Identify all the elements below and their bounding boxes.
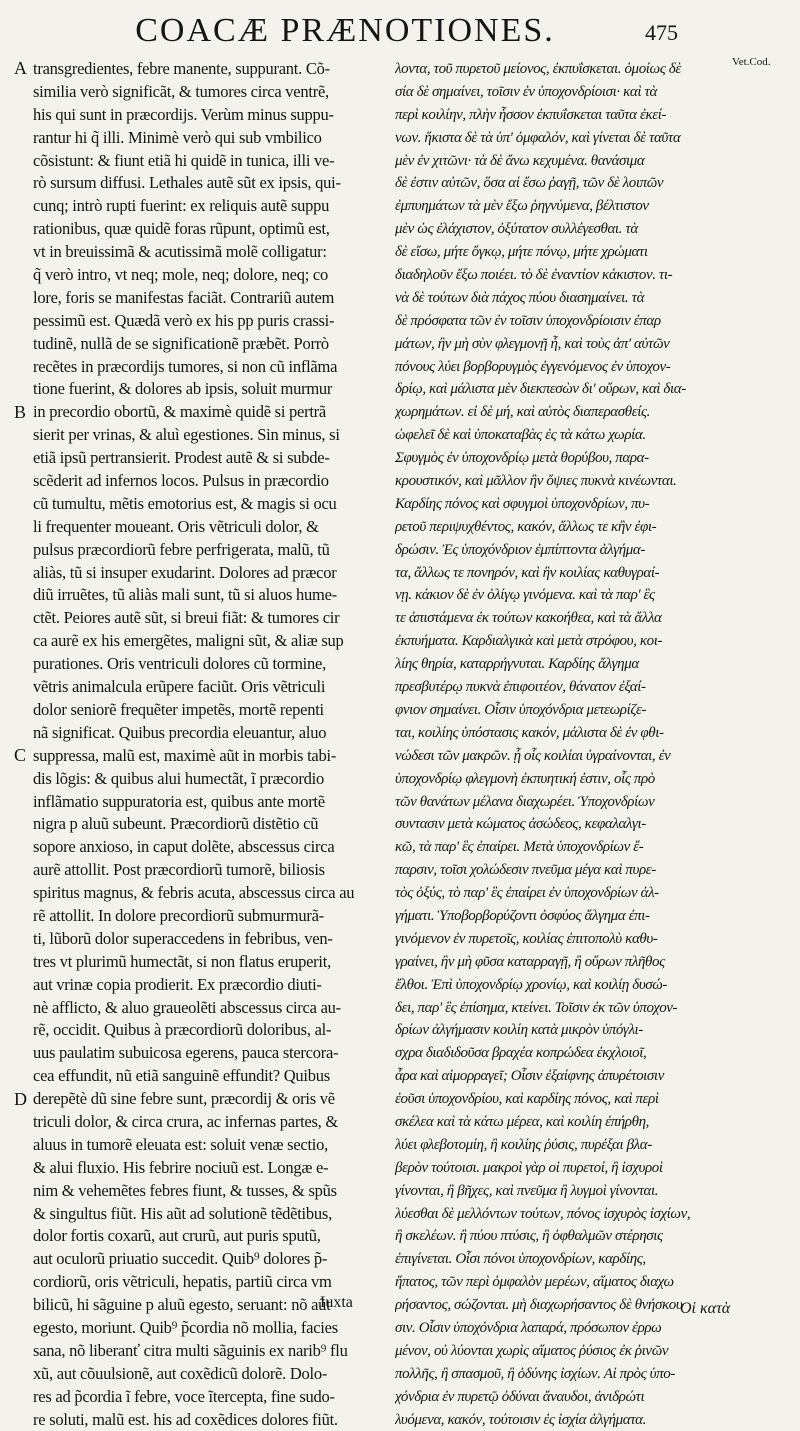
greek-text-line: διαδηλοῦν ἔξω ποιέει. τὸ δὲ ἐναντίον κάκιστον. τι-	[395, 267, 673, 284]
greek-text-line: μένον, οὐ λύονται χωρὶς αἵματος ῥύσιος ἐκ ῥινῶν	[395, 1342, 669, 1359]
latin-text-line: cordiorũ, oris vẽtriculi, hepatis, partiũ circa vm	[33, 1272, 332, 1292]
latin-text-line: purationes. Oris ventriculi dolores cũ tormine,	[33, 654, 326, 674]
greek-text-line: πόνους λύει βορβορυγμὸς ἐγγενόμενος ἐν ὑποχον-	[395, 358, 671, 375]
greek-text-line: λύει φλεβοτομίη, ἢ κοιλίης ῥύσις, πυρέξαι βλα-	[395, 1136, 652, 1153]
greek-text-line: λοντα, τοῦ πυρετοῦ μείονος, ἐκπυΐσκεται. ὁμοίως δὲ	[395, 61, 681, 77]
page-title: COACÆ PRÆNOTIONES.	[135, 12, 555, 49]
greek-text-line: χόνδρια ἐν πυρετῷ ὀδύναι ἄναυδοι, ἀνιδρώτι	[395, 1388, 645, 1405]
greek-text-line: ἆρα καὶ αἱμορραγεῖ; Οἷσιν ἐξαίφνης ἀπυρέτοισιν	[395, 1068, 664, 1085]
greek-text-line: νων. ἥκιστα δὲ τὰ ὑπ' ὀμφαλόν, καὶ γίνεται δὲ ταῦτα	[395, 129, 681, 146]
latin-text-line: nigra p aluũ subeunt. Præcordiorũ distẽtio cũ	[33, 814, 319, 834]
greek-text-line: ται, κοιλίης ὑπόστασις κακόν, μάλιστα δὲ ἐν φθι-	[395, 724, 664, 741]
greek-text-line: ρήσαντος, σώζονται. μὴ διαχωρήσαντος δὲ θνήσκου	[395, 1297, 683, 1314]
latin-text-line: q̃ verò intro, vt neq; mole, neq; dolore, neq; co	[33, 265, 329, 285]
greek-text-line: μὲν ὡς ἐλάχιστον, ὀξύτατον συλλέγεσθαι. τὰ	[395, 221, 638, 238]
greek-text-line: ἔλθοι. Ἐπὶ ὑποχονδρίῳ χρονίῳ, καὶ κοιλίῃ δυσώ-	[395, 976, 667, 993]
latin-column	[33, 58, 383, 1431]
greek-text-line: ἐμπυημάτων τὰ μὲν ἔξω ῥηγνύμενα, βέλτιστον	[395, 198, 649, 215]
catchword-latin: Iuxta	[320, 1294, 353, 1311]
section-letter-d: D	[14, 1089, 27, 1109]
greek-text-line: μάτων, ἢν μὴ σὺν φλεγμονῇ ἦ, καὶ τοὺς ἀπ' αὐτῶν	[395, 335, 670, 352]
latin-text-line: ti, lũborũ dolor superaccedens in febribus, ven-	[33, 928, 333, 948]
greek-text-line: σχρα διαδιδοῦσα βραχέα κοπρώδεα ἐκχλοιοῖ,	[395, 1045, 647, 1062]
greek-text-line: νώδεσι τῶν μακρῶν. ᾗ οἷς κοιλίαι ὑγραίνονται, ἐν	[395, 747, 671, 764]
latin-text-line: cõsistunt: & fiunt etiã hi quidẽ in tunica, illi ve-	[33, 150, 335, 170]
greek-text-line: ἢ σκελέων. ἢ πύου πτύσις, ἢ ὀφθαλμῶν στέρησις	[395, 1228, 663, 1245]
greek-text-line: κῶ, τὰ παρ' ἓς ἐπαίρει. Μετὰ ὑποχονδρίων ἔ-	[395, 839, 644, 856]
latin-text-line: & alui fluxio. His febrire nociuũ est. Longæ e-	[33, 1157, 329, 1177]
latin-text-line: sierit per vrinas, & aluì egestiones. Sin minus, si	[33, 425, 340, 445]
greek-text-line: ἥπατος, τῶν περὶ ὀμφαλὸν μερέων, αἵματος διαχω	[395, 1274, 674, 1291]
latin-text-line: cũ tumultu, mẽtis emotorius est, & magis si ocu	[33, 493, 337, 513]
latin-text-line: rẽ, occidit. Quibus à præcordiorũ doloribus, al-	[33, 1020, 332, 1040]
greek-text-line: βερὸν τούτοισι. μακροὶ γὰρ οἱ πυρετοί, ἢ ἰσχυροὶ	[395, 1159, 663, 1176]
greek-text-line: σία δὲ σημαίνει, τοῖσιν ἐν ὑποχονδρίοισι· καὶ τὰ	[395, 83, 657, 100]
latin-text-line: tudinẽ, nullã de se significationẽ præbẽt. Porrò	[33, 333, 329, 353]
latin-text-line: tione fuerint, & dolores ab ipsis, soluit murmur	[33, 379, 333, 399]
latin-text-line: rantur hi q̃ illi. Minimè verò qui sub vmbilico	[33, 127, 322, 147]
greek-text-line: συντασιν μετὰ κώματος ἀσώδεος, κεφαλαλγι-	[395, 816, 646, 833]
latin-text-line: spiritus magnus, & febris acuta, abscessus circa au	[33, 883, 355, 903]
latin-text-line: pulsus præcordiorũ febre perfrigerata, malũ, tũ	[33, 539, 330, 559]
greek-text-line: δρώσιν. Ἐς ὑποχόνδριον ἐμπίπτοντα ἀλγήμα-	[395, 541, 645, 558]
latin-text-line: dolor fortis coxarũ, aut crurũ, aut puris sputũ,	[33, 1226, 321, 1246]
greek-text-line: μὲν ἐν χιτῶνι· τὰ δὲ ἄνω κεχυμένα. θανάσιμα	[395, 152, 645, 169]
greek-text-line: ὠφελεῖ δὲ καὶ ὑποκαταβὰς ἐς τὰ κάτω χωρία.	[395, 427, 646, 444]
latin-text-line: rò sursum diffusi. Lethales autẽ sũt ex ipsis, qui-	[33, 173, 341, 193]
latin-text-line: egesto, moriunt. Quib⁹ p̃cordia nõ mollia, facies	[33, 1317, 338, 1337]
latin-text-line: res ad p̃cordia ĩ febre, voce ĩtercepta, fine sudo-	[33, 1386, 335, 1406]
greek-text-line: σιν. Οἷσιν ὑποχόνδρια λαπαρά, πρόσωπον ἐρρω	[395, 1319, 662, 1336]
latin-text-line: rationibus, quæ quidẽ foras rũpunt, optimũ est,	[33, 219, 330, 239]
latin-text-line: rẽ attollit. In dolore precordiorũ submurmurã-	[33, 905, 324, 925]
greek-text-line: περὶ κοιλίην, πλὴν ἧσσον ἐκπυΐσκεται ταῦτα ἐκεί-	[395, 106, 667, 123]
greek-text-line: λίης θηρία, καταρρήγνυται. Καρδίης ἄλγημα	[395, 656, 639, 673]
greek-text-line: νῃ. κάκιον δὲ ἐν ὀλίγῳ γινόμενα. καὶ τὰ παρ' ἓς	[395, 587, 655, 604]
latin-text-line: re soluti, malũ est. his ad coxẽdices dolores fiũt.	[33, 1409, 338, 1429]
page-number: 475	[645, 20, 678, 45]
latin-text-line: sana, nõ liberanť citra multi sãguinis ex narib⁹ flu	[33, 1340, 348, 1360]
greek-text-line: δρίων ἀλγήμασιν κοιλίη κατὰ μικρὸν ὑπόγλι-	[395, 1022, 643, 1039]
margin-note: Vet.Cod.	[732, 56, 771, 68]
latin-text-line: nã significat. Quibus precordia eleuantur, aluo	[33, 722, 327, 742]
greek-text-line: Σφυγμὸς ἐν ὑποχονδρίῳ μετὰ θορύβου, παρα-	[395, 450, 649, 467]
latin-text-line: nè afflicto, & aluo graueolẽti abscessus circa au-	[33, 997, 341, 1017]
greek-text-line: γραίνει, ἢν μὴ φῦσα καταρραγῇ, ἢ οὔρων πλῆθος	[395, 953, 665, 970]
greek-text-line: κρουστικόν, καὶ μᾶλλον ἢν ὄψιες πυκνὰ κινέωνται.	[395, 473, 677, 490]
greek-text-line: ἐκπυήματα. Καρδιαλγικὰ καὶ μετὰ στρόφου, κοι-	[395, 633, 663, 650]
latin-text-line: dolor seniorẽ frequẽter impetẽs, mortẽ repenti	[33, 699, 324, 719]
catchword-greek: Οἱ κατὰ	[680, 1300, 731, 1317]
section-letter-b: B	[14, 402, 27, 422]
latin-text-line: his qui sunt in præcordijs. Verùm minus suppu-	[33, 104, 334, 124]
latin-text-line: vt in breuissimã & acutissimã molẽ colligatur:	[33, 242, 327, 262]
greek-text-line: γινόμενον ἐν πυρετοῖς, κοιλίας ἐπιτοπολὺ καθυ-	[395, 930, 658, 947]
latin-text-line: diũ irruẽtes, tũ aliàs mali sunt, tũ si aluos hume-	[33, 585, 337, 605]
latin-text-line: aluus in tumorẽ eleuata est: soluit venæ sectio,	[33, 1134, 329, 1154]
latin-text-line: recẽtes in præcordijs tumores, si non cũ inflãma	[33, 356, 338, 376]
latin-text-line: inflãmatio suppuratoria est, quibus ante mortẽ	[33, 791, 325, 811]
latin-text-line: similia verò significãt, & tumores circa ventrẽ,	[33, 81, 329, 101]
latin-text-line: triculi dolor, & circa crura, ac infernas partes, &	[33, 1111, 338, 1131]
greek-text-line: τα, ἄλλως τε πονηρόν, καὶ ἢν κοιλίας καθυγραί-	[395, 564, 660, 581]
greek-text-line: δει, παρ' ἓς ἐπίσημα, κτείνει. Τοῖσιν ἐκ τῶν ὑποχον-	[395, 999, 678, 1016]
greek-text-line: γήματι. Ὑποβορβορύζοντι ὀσφύος ἄλγημα ἐπι-	[395, 907, 650, 924]
greek-text-line: δρίῳ, καὶ μάλιστα μὲν διεκπεσὼν δι' οὔρων, καὶ δια-	[395, 381, 686, 398]
greek-column	[395, 58, 733, 1431]
latin-text-line: li frequenter moueant. Oris vẽtriculi dolor, &	[33, 516, 319, 536]
greek-text-line: φνιον σημαίνει. Οἷσιν ὑποχόνδρια μετεωρίζε-	[395, 701, 647, 718]
greek-text-line: πολλῆς, ἢ σπασμοῦ, ἢ ὀδύνης ἰσχίων. Αἱ πρὸς ὑπο-	[395, 1365, 675, 1382]
latin-text-line: suppressa, malũ est, maximè aũt in morbis tabi-	[33, 745, 337, 765]
greek-text-line: δὲ εἴσω, μήτε ὄγκῳ, μήτε πόνῳ, μήτε χρώματι	[395, 244, 648, 261]
greek-text-line: Καρδίης πόνος καὶ σφυγμοὶ ὑποχονδρίων, πυ-	[395, 495, 650, 512]
latin-text-line: aliàs, tũ si insuper exudarint. Dolores ad præcor	[33, 562, 337, 582]
greek-text-line: νὰ δὲ τούτων διὰ πάχος πύου διασημαίνει. τὰ	[395, 289, 645, 306]
greek-text-line: ρετοῦ περιψυχθέντος, κακόν, ἄλλως τε κἢν ἐφι-	[395, 518, 657, 535]
latin-text-line: bilicũ, hi sãguine p aluũ egesto, seruant: nõ aũt	[33, 1295, 331, 1315]
latin-text-line: uus paulatim subuicosa egerens, pauca stercora-	[33, 1043, 339, 1063]
greek-text-line: τε ἀπιστάμενα ἐκ τούτων κακοήθεα, καὶ τὰ ἄλλα	[395, 610, 662, 627]
latin-text-line: ca aurẽ ex his emergẽtes, maligni sũt, & aliæ sup	[33, 631, 344, 651]
latin-text-line: ctẽt. Peiores autẽ sũt, si breui fiãt: & tumores cir	[33, 608, 340, 628]
greek-text-line: παρσιν, τοῖσι χολώδεσιν πνεῦμα μέγα καὶ πυρε-	[395, 862, 656, 879]
greek-text-line: γίνονται, ἢ βῆχες, καὶ πνεῦμα ἢ λυγμοὶ γίνονται.	[395, 1182, 659, 1199]
running-head	[0, 6, 800, 68]
greek-text-line: ἐοῦσι ὑποχονδρίου, καὶ καρδίης πόνος, καὶ περὶ	[395, 1091, 659, 1108]
section-letter-c: C	[14, 745, 27, 765]
greek-text-line: χωρημάτων. εἰ δὲ μή, καὶ αὐτὸς διαπερασθείς.	[395, 404, 651, 421]
latin-text-line: xũ, aut cõuulsionẽ, aut coxẽdicũ dolorẽ. Dolo-	[33, 1363, 328, 1383]
greek-text-line: τὸς ὀξύς, τὸ παρ' ἓς ἐπαίρει ἐν ὑποχονδρίων ἀλ-	[395, 885, 659, 902]
latin-text-line: aurẽ attollit. Post præcordiorũ tumorẽ, biliosis	[33, 860, 325, 880]
latin-text-line: & singultus fiũt. His aũt ad solutionẽ tẽdẽtibus,	[33, 1203, 332, 1223]
latin-text-line: scẽderit ad infernos locos. Pulsus in præcordio	[33, 471, 329, 491]
latin-text-line: lore, foris se manifestas faciãt. Contrariũ autem	[33, 287, 335, 307]
greek-text-line: σκέλεα καὶ τὰ κάτω μέρεα, καὶ κοιλίη ἐπήρθη,	[395, 1113, 649, 1130]
latin-text-line: aut oculorũ priuatio succedit. Quib⁹ dolores p̃-	[33, 1249, 328, 1269]
greek-text-line: λυόμενα, κακόν, τούτοισιν ἐς ἰσχία ἀλγήματα.	[395, 1411, 647, 1428]
latin-text-line: transgredientes, febre manente, suppurant. Cõ-	[33, 59, 330, 78]
greek-text-line: δὲ πρόσφατα τῶν ἐν τοῖσιν ὑποχονδρίοισιν ἐπαρ	[395, 312, 661, 329]
latin-text-line: sopore anxioso, in caput dolẽte, abscessus circa	[33, 837, 335, 857]
latin-text-line: tres vt plurimũ humectãt, si non flatus eruperit,	[33, 951, 331, 971]
greek-text-line: πρεσβυτέρῳ πυκνὰ ἐπιφοιτέον, θάνατον ἐξαί-	[395, 679, 646, 696]
latin-text-line: etiã ipsũ pertransierit. Prodest autẽ & si subde-	[33, 448, 330, 468]
latin-text-line: cea effundit, nũ etiã sanguinẽ effundit? Quibus	[33, 1066, 330, 1086]
greek-text-line: ἐπιγίνεται. Οἷσι πόνοι ὑποχονδρίων, καρδίης,	[395, 1251, 646, 1268]
greek-text-line: τῶν θανάτων μέλανα διαχωρέει. Ὑποχονδρίων	[395, 793, 655, 810]
latin-text-line: cunq; intrò rupti fuerint: ex reliquis autẽ suppu	[33, 196, 330, 216]
latin-text-line: derepẽtè dũ sine febre sunt, præcordij & oris vẽ	[33, 1089, 335, 1109]
latin-text-line: pessimũ est. Quædã verò ex his pp puris crassi-	[33, 310, 335, 330]
greek-text-line: δὲ ἐστιν αὐτῶν, ὅσα αἱ ἔσω ῥαγῇ, τῶν δὲ λοιπῶν	[395, 175, 664, 192]
latin-text-line: aut vrinæ copia prodierit. Ex præcordio diuti-	[33, 974, 322, 994]
latin-text-line: nim & vehemẽtes febres fiunt, & tusses, & spũs	[33, 1180, 337, 1200]
latin-text-line: dis lõgis: & quibus alui humectãt, ĩ præcordio	[33, 768, 324, 788]
greek-text-line: λύεσθαι δὲ μελλόντων τούτων, πόνος ἰσχυρὸς ἰσχίων,	[395, 1205, 691, 1222]
latin-text-line: in precordio obortũ, & maximè quidẽ si pertrã	[33, 402, 327, 422]
latin-text-line: vẽtris animalcula erũpere faciũt. Oris vẽtriculi	[33, 677, 326, 697]
section-letter-a: A	[14, 58, 27, 78]
greek-text-line: ὑποχονδρίῳ φλεγμονὴ ἐκπυητική ἐστιν, οἷς πρὸ	[395, 770, 655, 787]
